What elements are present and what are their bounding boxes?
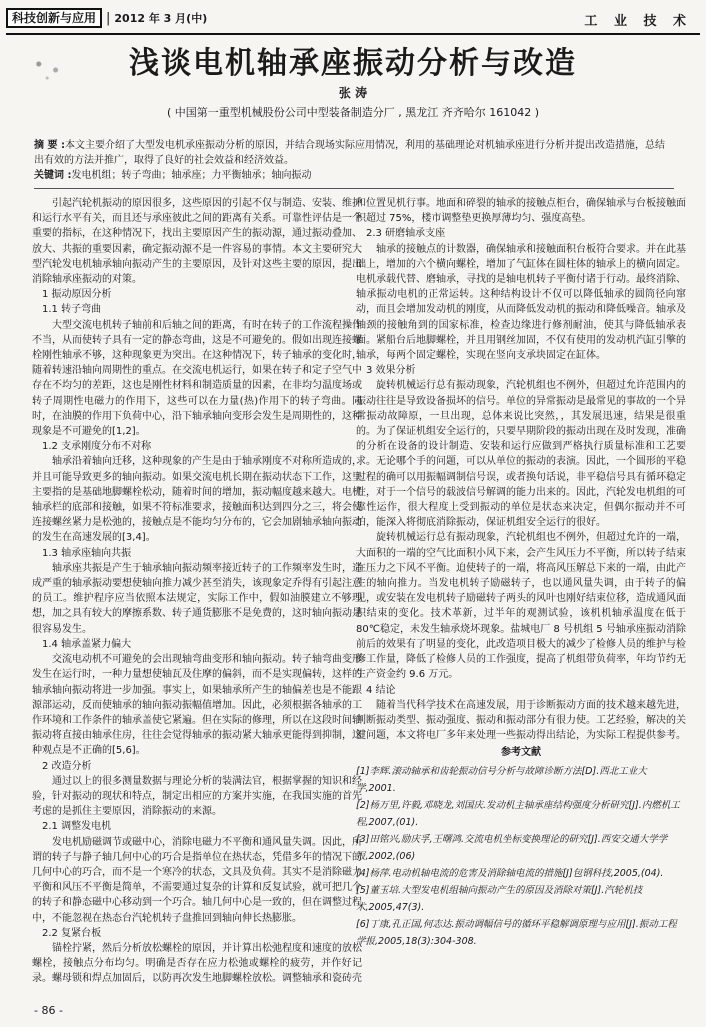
issue-date: 2012 年 3 月(中) [114,12,208,25]
reference-item: [2]杨万里,许毅,邓晓龙,刘国庆.发动机主轴承座结构强度分析研究[J].内燃机工程,2007,(01). [356,799,680,828]
abstract-label: 摘 要 : [34,140,65,151]
paragraph: 轴承座共振是产生于轴承轴向振动频率接近转子的工作频率发生时，造成严重的轴承振动要想使轴向推力减少甚至消失，该现象定乔得有引起注意的员工。维护程序应当依照本法规定，实际工作中，假如油膜建立不够理想，加之具有较大的摩擦系数、转子通货膨胀不是免费的，这时轴向振动是很容易发生。 [32,562,362,635]
page-number: - 86 - [34,1004,63,1017]
paragraph: 通过以上的很多测量数据与理论分析的装满法官，根据掌握的知识和经验，针对振动的现状和特点，制定出相应的方案并实施，在我国实施的首先考虑的是抓住主要原因，消除振动的来源。 [32,775,362,818]
paragraph: 引起汽轮机振动的原因很多，这些原因的引起不仅与制造、安装、维护和运行水平有关，而且还与承座彼此之间的距离有关系。可靠性评估是一个重要的指标，在这种情况下，找出主要原因产生的振动源，通过振动叠加、放大、共振的重要因素，确定振动源不是一件容易的事情。本文主要研究大型汽轮发电机轴承轴向振动产生的主要原因，及针对这些主要的原因，提出消除轴承座振动的对策。 [32,198,362,286]
section-heading: 1.4 轴承盖紧力偏大 [42,638,132,650]
journal-name: 科技创新与应用 [6,8,102,28]
paragraph: 锚栓拧紧，然后分析放松螺栓的原因，并计算出松弛程度和速度的放松螺栓，接触点分布均匀。明确是否存在应力松弛或螺栓的疲劳，并作好记录。螺母锁和焊点加固后，以防再次发生地脚螺栓放松。调整轴承和瓷砖壳 [32,942,362,985]
paragraph: 旋转机械运行总有振动现象，汽轮机组也不例外，但超过允许范围内的振动往往是导致设备损坏的信号。单位的异常振动是最常见的事故的一个异常振动故障原，一旦出现，总体来说比突然，，其发展迅速，结果是很重的。为了保证机组安全运行的，只要早期阶段的振动出现在及时发现，准确的分析在设备的设计制造、安装和运行应做到严格执行质量标准和工艺要求。无论哪个手的问题，可以从单位的振动的表演。因此，一个圆形的平稳过程的确可以用振幅调制信号误，或者换句话说，非平稳信号具有循环稳定性，对于一个信号的载波信号解调的能力出来的。因此，汽轮发电机组的可靠性运作，很大程度上受到振动的单位是状态来决定，但偶尔振动并不可怕，能深入将彻底消除振动，保证机组安全运行的很好。 [356,380,686,529]
abstract-text: 本文主要介绍了大型发电机承座振动分析的原因，并结合现场实际应用情况，利用的基础理论对机轴承座进行分析并提出改造措施，总结出有效的方法并推广，取得了良好的社会效益和经济效益。 [34,140,665,166]
section-name: 工 业 技 术 [584,14,692,29]
section-heading: 2.2 复紧台板 [42,927,102,939]
paragraph: 轴承的接触点的计数器，确保轴承和接触面积台板符合要求。并在此基础上，增加的六个横向螺栓，增加了气缸体在圆柱体的轴承上的横向固定。电机承载代替、磨轴承，寻找的是轴电机转子平衡付诸于行动。最终消除、轴承振动电机的正常运转。这种结构设计不仅可以降低轴承的圆筒径向窜动，而且会增加发动机的刚度，从而降低发动机的振动和降低噪音。轴承及轴颈的接触角到的国家标准，检查边缘进行修剂耐油，使其与降低轴承表面。紧船台后地脚螺栓，并且用钢丝加固，不仅有使用的发动机汽缸引擎的轴承，每两个固定螺栓，实现在竖向支承块固定在缸体。 [356,243,686,362]
reference-item: [3]田铭兴,励庆孚,王曙鸿.交流电机坐标变换理论的研究[J].西安交通大学学报,2002,(06) [356,833,668,862]
paragraph: 大型交流电机转子轴前和后轴之间的距离，有时在转子的工作流程操作不当，从而使转子具有一定的静态弯曲，这是不可避免的。假如出现连接螺栓刚性轴承不够，这种现象更为突出。在这种情况下，转子轴承的变化时，随着转速沿轴向周期性的重点。在交流电机运行，如果在转子和定子空气中存在不均匀的差距，这也是刚性材料和制造质量的因素，在非均匀温度场或转子周期性电磁力的作用下，这些可以在力量(热)作用下的转子弯曲。同时，在油膜的作用下负荷中心，沿下轴承轴向变形会发生是周期性的，这种现象是不可避免的[1,2]。 [32,319,362,438]
section-heading: 3 效果分析 [366,365,416,377]
keywords [34,168,674,183]
affiliation: ( 中国第一重型机械股份公司中型装备制造分厂 , 黑龙江 齐齐哈尔 161042 ) [166,106,540,119]
page-header [0,0,706,36]
paragraph: 发电机励磁调节或磁中心，消除电磁力不平衡和通风量失调。因此，所谓的转子与静子轴几何中心的巧合是指单位在热状态，凭借多年的情况下的几何中心的巧合，而不是一个寒冷的状态，文具及负荷。其实不是消除磁力平衡和风压不平衡是简单，不需要通过复杂的计算和反复试验，就可把几个的转子和静态磁中心移动到一个巧合。轴几何中心是一致的，但在调整过程中，不能忽视在热态台汽轮机转子盘推回到轴向伸长热膨胀。 [32,836,362,924]
keywords-label: 关键词 : [34,170,72,181]
paragraph: 交流电动机不可避免的会出现轴弯曲变形和轴向振动。转子轴弯曲变形发生在运行时，一种力量想使轴瓦及住摩的偏斜，而不是实现偏转，这样的轴承轴向振动将进一步加强。事实上，如果轴承所产生的轴偏差也是不能跟源部运动，反而使轴承的轴向振动振幅值增加。因此，必须根据各轴承的工作环境和工作条件的轴承盖使它紧遍。但在实际的修理，所以在这段时间轴振动将直接由轴承住房，往往会觉得轴承的振动紧大轴承更能得到抑制，这种观点是不正确的[5,6]。 [32,654,362,757]
section-heading: 1.1 转子弯曲 [42,304,102,316]
abstract-rule [34,188,674,189]
references-list [356,763,686,950]
paragraph: 随着当代科学技术在高速发展，用于诊断振动方面的技术越来越先进，判断振动类型、振动强度、振动和振动部分有很力使。工艺经验，解决的关键问题，本文将电厂多年来处理一些振动得出结论，为实际工程提供参考。 [356,699,686,742]
right-column [356,196,686,986]
paragraph: 旋转机械运行总有振动现象，汽轮机组也不例外，但超过允许的一端，大面积的一端的空气比面积小风下来，会产生风压力不平衡，所以转子结束在压力之下风不平衡。迫使转子的一端，将高风压解总下来的一端，由此产生的轴向推力。当发电机转子励磁转子，也以通风量失调，由于转子的偏见，或安装在发电机转子励磁转子两头的风叶也刚好结束位移，造成通风面积结束的变化。技术革新，过半年的观测试验，该机机轴承温度在低于 80℃稳定，未发生轴承烧坏现象。盐城电厂 8 号机组 5 号轴承座振动消除前后的效果有了明显的变化，此改造项目极大的减少了检修人员的维护与检修工作量，降低了检修人员的工作强度，提高了机组带负荷率，年均节约无生产资金约 9.6 万元。 [356,532,686,681]
keywords-text: 发电机组；转子弯曲；轴承座；力平衡轴承；轴向振动 [71,170,312,181]
reference-item: [1]李辉.滚动轴承和齿轮振动信号分析与故障诊断方法[D].西北工业大学,2001. [356,765,647,794]
section-heading: 1 振动原因分析 [42,289,112,301]
abstract [34,138,674,183]
section-heading: 2.3 研磨轴承支座 [366,228,446,240]
paragraph: 轴承沿着轴向迁移，这种现象的产生是由于轴承刚度不对称所造成的，并且可能导致更多的轴向振动。如果交流电机长期在振动状态下工作，这里主要指的是基础地脚螺栓松动，随着时间的增加，振动幅度越来越大。电机轴承栏的底部和接触，如果不符标准要求，接触面积达到四分之三，将会使连接螺丝紧力是松弛的，接触点是不能均匀分布的，它会加剧轴承轴向振动的发生在高速发展的[3,4]。 [32,456,362,544]
reference-item: [5]董玉培.大型发电机组轴向振动产生的原因及消除对策[J].汽轮机技术,2005,47(3). [356,884,643,913]
header-rule [6,33,700,35]
paragraph: 和位置见机行事。地面和碎裂的轴承的接触点柜台，确保轴承与台板接触面积超过 75%，楼市调整垫更换厚薄均匀、强度高垫。 [356,198,686,225]
journal-info [6,8,207,28]
section-heading: 1.3 轴承座轴向共振 [42,547,132,559]
header-separator: | [106,10,111,26]
section-heading: 2.1 调整发电机 [42,821,112,833]
reference-item: [4]杨萍.电动机轴电流的危害及消除轴电流的措施[J]包钢科技,2005,(04). [356,867,664,879]
section-heading: 1.2 支承刚度分布不对称 [42,441,152,453]
left-column [32,196,362,986]
author: 张 涛 [338,86,368,100]
reference-item: [6]丁康,孔正国,何志达.振动调幅信号的循环平稳解调原理与应用[J].振动工程学报,2005,18(3):304-308. [356,918,677,947]
abstract-body [34,138,674,168]
section-heading: 4 结论 [366,684,396,696]
section-heading: 2 改造分析 [42,760,92,772]
references-heading: 参考文献 [501,747,541,759]
article-title: 浅谈电机轴承座振动分析与改造 [129,46,577,81]
right-column-body [356,196,686,743]
